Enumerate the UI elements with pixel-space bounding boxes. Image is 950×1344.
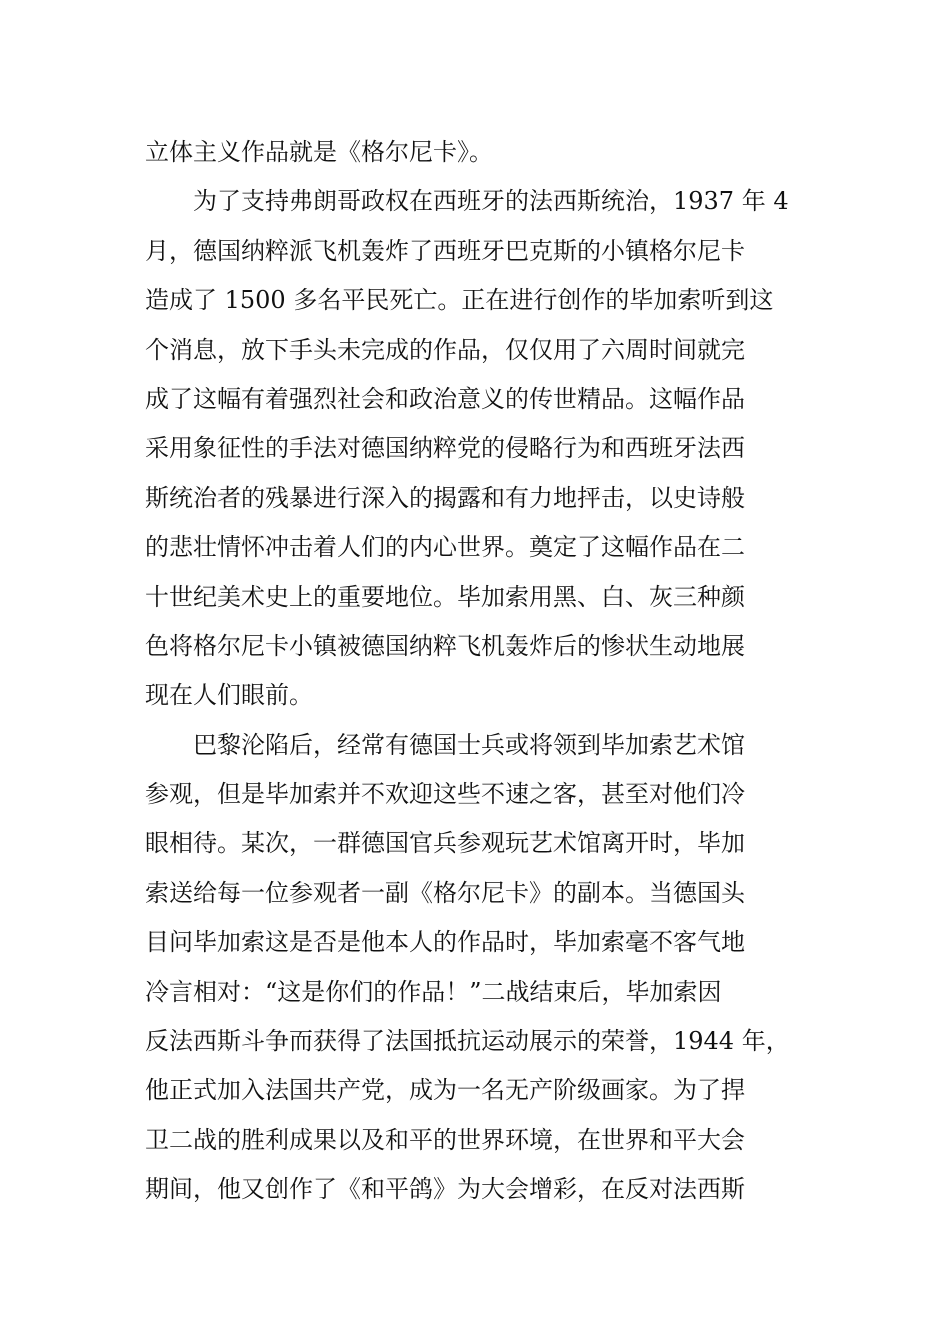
text-line: 月，德国纳粹派飞机轰炸了西班牙巴克斯的小镇格尔尼卡 — [145, 236, 745, 265]
text-line: 立体主义作品就是《格尔尼卡》。 — [145, 138, 493, 166]
text-line: 索送给每一位参观者一副《格尔尼卡》的副本。当德国头 — [145, 878, 745, 907]
text-line: 他正式加入法国共产党，成为一名无产阶级画家。为了捍 — [145, 1076, 745, 1105]
text-line: 期间，他又创作了《和平鸽》为大会增彩，在反对法西斯 — [145, 1175, 745, 1204]
text-line: 成了这幅有着强烈社会和政治意义的传世精品。这幅作品 — [145, 384, 745, 413]
text-line: 冷言相对：“这是你们的作品！”二战结束后，毕加索因 — [145, 977, 722, 1006]
text-line: 的悲壮情怀冲击着人们的内心世界。奠定了这幅作品在二 — [145, 533, 745, 562]
paragraph-start-line: 巴黎沦陷后，经常有德国士兵或将领到毕加索艺术馆 — [193, 730, 745, 759]
text-line: 目问毕加索这是否是他本人的作品时，毕加索毫不客气地 — [145, 928, 745, 957]
text-line: 反法西斯斗争而获得了法国抵抗运动展示的荣誉，1944 年， — [145, 1027, 790, 1056]
text-line: 现在人们眼前。 — [145, 681, 313, 710]
text-line: 卫二战的胜利成果以及和平的世界环境，在世界和平大会 — [145, 1125, 745, 1154]
text-line: 眼相待。某次，一群德国官兵参观玩艺术馆离开时，毕加 — [145, 829, 745, 858]
text-line: 造成了 1500 多名平民死亡。正在进行创作的毕加索听到这 — [145, 286, 774, 315]
text-line: 斯统治者的残暴进行深入的揭露和有力地抨击，以史诗般 — [145, 483, 745, 512]
text-line: 个消息，放下手头未完成的作品，仅仅用了六周时间就完 — [145, 335, 745, 364]
body-text — [145, 128, 805, 1215]
paragraph-start-line: 为了支持弗朗哥政权在西班牙的法西斯统治，1937 年 4 — [193, 187, 789, 216]
text-line: 参观，但是毕加索并不欢迎这些不速之客，甚至对他们冷 — [145, 780, 745, 809]
text-line: 采用象征性的手法对德国纳粹党的侵略行为和西班牙法西 — [145, 434, 745, 463]
text-line: 十世纪美术史上的重要地位。毕加索用黑、白、灰三种颜 — [145, 582, 745, 611]
text-line: 色将格尔尼卡小镇被德国纳粹飞机轰炸后的惨状生动地展 — [145, 631, 745, 660]
